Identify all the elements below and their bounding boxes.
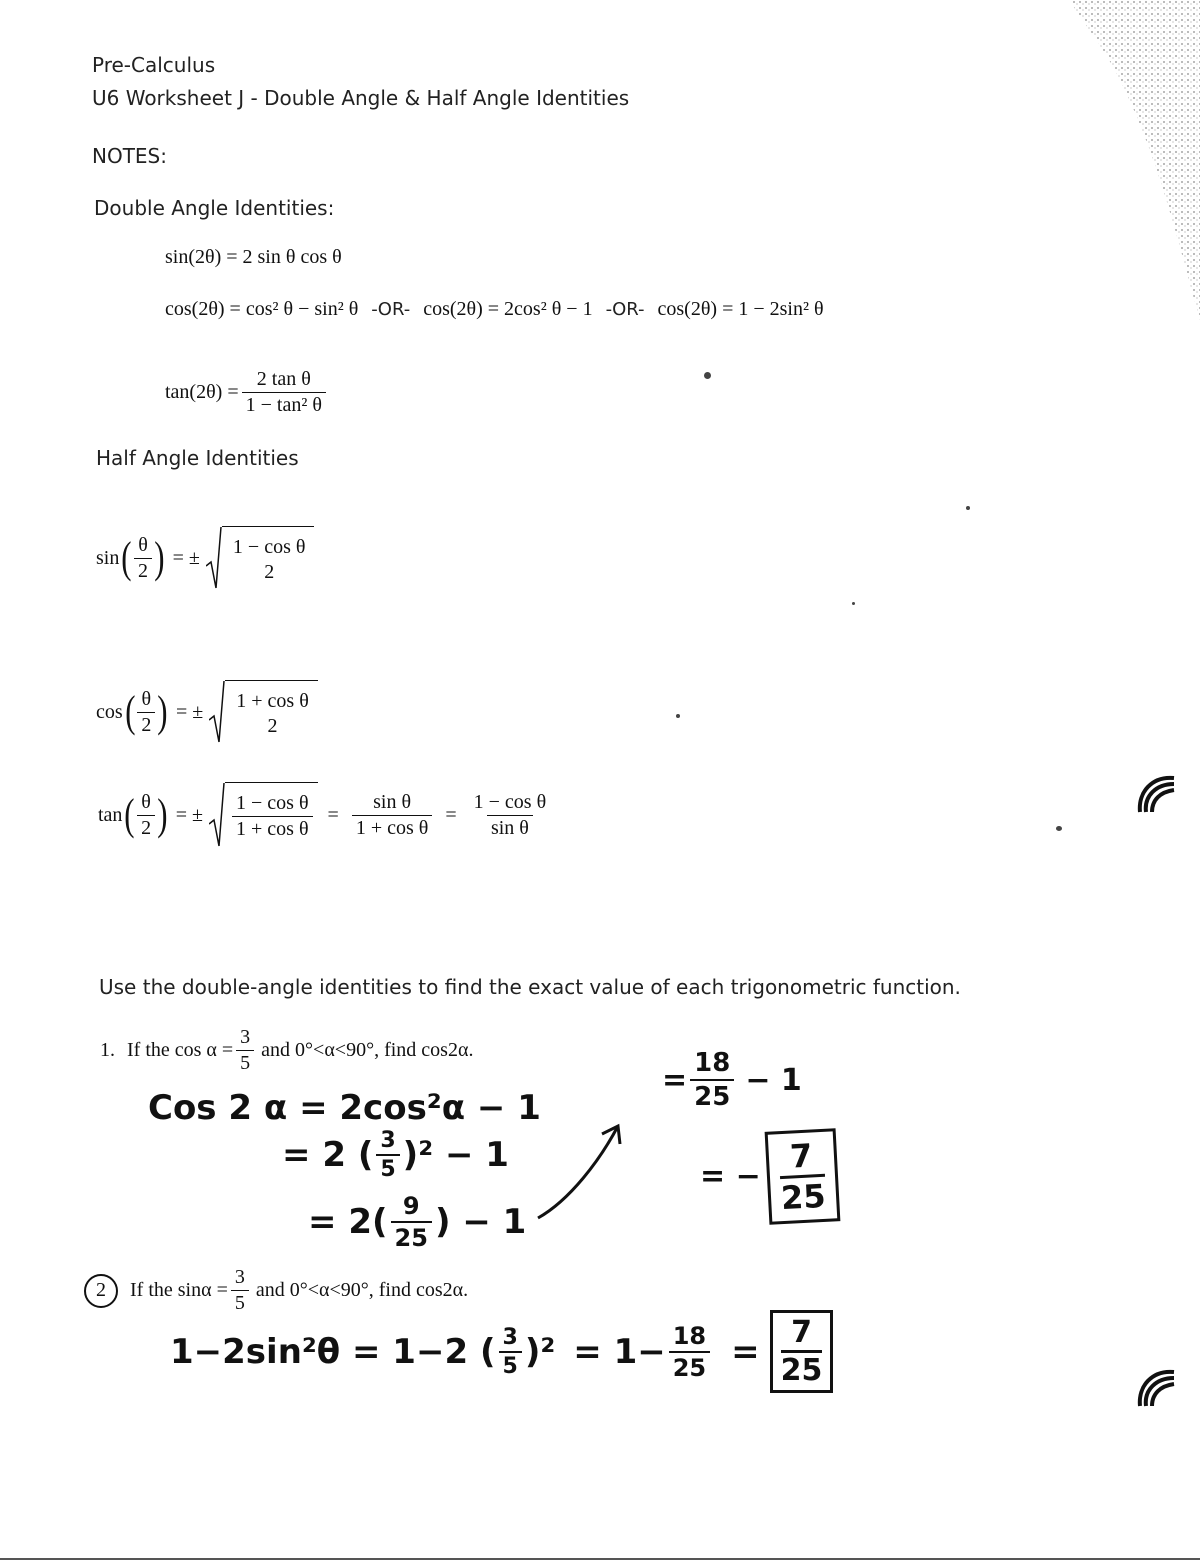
- scan-speck: [1056, 826, 1062, 831]
- handwritten-step: Cos 2 α = 2cos²α − 1: [148, 1088, 541, 1128]
- handwritten-text: )²: [524, 1331, 556, 1372]
- boxed-answer-1: [700, 1130, 837, 1223]
- handwritten-text: = −: [700, 1159, 761, 1194]
- problem-number: 1.: [100, 1039, 115, 1061]
- fraction-denominator: 25: [780, 1174, 827, 1217]
- handwritten-text: = 1−: [573, 1331, 666, 1372]
- fraction-denominator: 1 − tan² θ: [242, 392, 326, 417]
- handwritten-step: [662, 1048, 802, 1112]
- tan-half-angle-identity: [98, 782, 553, 848]
- handwritten-text: 1−2sin²θ = 1−2 (: [170, 1331, 496, 1372]
- fraction-denominator: 2: [267, 714, 278, 737]
- hole-punch-icon: [1134, 1366, 1178, 1410]
- square-root: [209, 680, 318, 744]
- problem-1: [100, 1026, 473, 1075]
- tan-double-angle-identity: [165, 368, 329, 417]
- handwritten-text: − 1: [745, 1062, 802, 1098]
- fraction-numerator: 7: [791, 1315, 812, 1350]
- scan-speck: [676, 714, 680, 718]
- fraction-numerator: 1 − cos θ: [473, 790, 547, 813]
- fraction-numerator: sin θ: [373, 790, 412, 813]
- handwritten-fraction: [376, 1128, 399, 1182]
- fraction-numerator: 2 tan θ: [256, 368, 311, 390]
- theta-over-two: ( $\frac{\theta}{2}$ ): [124, 687, 168, 736]
- hole-punch-icon: [1134, 772, 1178, 816]
- equals-plus-minus: = ±: [175, 700, 204, 723]
- fraction-numerator: θ: [141, 790, 151, 813]
- fraction-denominator: 25: [669, 1351, 710, 1382]
- fraction-numerator: 3: [240, 1026, 251, 1048]
- or-separator: -OR-: [371, 299, 411, 320]
- sin-half-angle-identity: [96, 526, 314, 590]
- handwritten-fraction: [499, 1325, 522, 1379]
- fraction-numerator: 1 + cos θ: [236, 689, 309, 712]
- fraction-denominator: 2: [134, 558, 152, 583]
- fraction-denominator: 2: [137, 712, 155, 737]
- fraction-denominator: 2: [264, 560, 275, 583]
- fraction-denominator: 5: [231, 1290, 249, 1315]
- square-root: [206, 526, 315, 590]
- notes-label: NOTES:: [92, 144, 167, 168]
- fraction-denominator: 5: [236, 1050, 254, 1075]
- fraction-numerator: 7: [788, 1136, 814, 1176]
- scan-bottom-edge: [0, 1558, 1200, 1560]
- handwritten-arrow-icon: [530, 1120, 630, 1230]
- handwritten-text: )² − 1: [402, 1135, 509, 1175]
- fraction-denominator: 1 + cos θ: [352, 815, 433, 840]
- fraction-denominator: sin θ: [487, 815, 533, 840]
- fraction-numerator: 1 − cos θ: [232, 535, 306, 558]
- worksheet-title: U6 Worksheet J - Double Angle & Half Angle Identities: [92, 86, 630, 110]
- fraction-numerator: 3: [234, 1266, 245, 1288]
- equals-plus-minus: = ±: [175, 803, 204, 826]
- problem-2: [84, 1266, 468, 1315]
- handwritten-step: [282, 1128, 509, 1182]
- fraction-denominator: 2: [137, 815, 155, 840]
- equals-plus-minus: = ±: [172, 546, 200, 569]
- function-name: tan: [98, 803, 123, 826]
- given-fraction: [231, 1266, 249, 1315]
- scan-speck: [966, 506, 970, 510]
- cos-double-angle-form-1: cos(2θ) = cos² θ − sin² θ: [165, 298, 359, 320]
- tan-double-angle-fraction: [242, 368, 326, 417]
- fraction-numerator: 3: [502, 1324, 518, 1350]
- answer-box: [770, 1310, 834, 1393]
- given-fraction: [236, 1026, 254, 1075]
- handwritten-fraction: [391, 1192, 432, 1252]
- cos-double-angle-row: [165, 298, 824, 321]
- fraction-denominator: 25: [690, 1079, 734, 1112]
- fraction-numerator: 9: [402, 1192, 420, 1220]
- cos-double-angle-form-3: cos(2θ) = 1 − 2sin² θ: [657, 298, 824, 320]
- function-name: sin: [96, 546, 120, 569]
- tan-half-angle-form-2: [352, 791, 433, 840]
- handwritten-step: [170, 1310, 833, 1393]
- handwritten-text: = 2 (: [282, 1135, 374, 1175]
- theta-over-two: ( $\frac{\theta}{2}$ ): [124, 790, 168, 839]
- function-name: cos: [96, 700, 123, 723]
- fraction-denominator: 5: [376, 1154, 399, 1182]
- fraction-denominator: 25: [781, 1350, 823, 1388]
- tan-half-angle-form-3: [470, 791, 551, 840]
- problem-number-circled: 2: [84, 1274, 118, 1308]
- problem-condition: and 0°<α<90°, find cos2α.: [261, 1039, 474, 1061]
- problem-text: If the cos α =: [127, 1039, 234, 1061]
- half-angle-heading: Half Angle Identities: [96, 446, 299, 470]
- handwritten-step: [308, 1192, 526, 1252]
- scan-speck: [852, 602, 855, 605]
- fraction-denominator: 25: [391, 1221, 432, 1252]
- scan-edge-shadow: [1060, 0, 1200, 320]
- instructions: Use the double-angle identities to find the exact value of each trigonometric function.: [99, 975, 961, 999]
- handwritten-text: = 2(: [308, 1202, 388, 1242]
- handwritten-text: =: [662, 1062, 688, 1098]
- sin-double-angle-identity: sin(2θ) = 2 sin θ cos θ: [165, 246, 342, 268]
- handwritten-fraction: [690, 1048, 734, 1112]
- square-root: [209, 782, 318, 848]
- fraction-numerator: θ: [138, 533, 148, 556]
- handwritten-fraction: [669, 1322, 710, 1382]
- theta-over-two: ( $\frac{\theta}{2}$ ): [121, 533, 165, 582]
- fraction-denominator: 1 + cos θ: [232, 816, 313, 841]
- fraction-numerator: 3: [380, 1128, 396, 1153]
- scan-speck: [704, 372, 711, 379]
- answer-box: [764, 1128, 839, 1225]
- tan-lhs: tan(2θ) =: [165, 381, 239, 403]
- equals-sign: =: [445, 803, 457, 826]
- course-title: Pre-Calculus: [92, 53, 216, 77]
- handwritten-text: ) − 1: [434, 1202, 527, 1242]
- fraction-numerator: 18: [694, 1048, 731, 1078]
- equals-sign: =: [327, 803, 339, 826]
- fraction-numerator: θ: [141, 687, 152, 710]
- problem-text: If the sinα =: [130, 1279, 228, 1301]
- or-separator: -OR-: [605, 299, 645, 320]
- fraction-numerator: 1 − cos θ: [236, 792, 309, 814]
- fraction-numerator: 18: [672, 1321, 707, 1350]
- cos-double-angle-form-2: cos(2θ) = 2cos² θ − 1: [423, 298, 593, 320]
- double-angle-heading: Double Angle Identities:: [94, 196, 335, 220]
- fraction-denominator: 5: [499, 1351, 522, 1379]
- problem-condition: and 0°<α<90°, find cos2α.: [255, 1279, 469, 1301]
- cos-half-angle-identity: [96, 680, 318, 744]
- handwritten-text: =: [731, 1331, 760, 1372]
